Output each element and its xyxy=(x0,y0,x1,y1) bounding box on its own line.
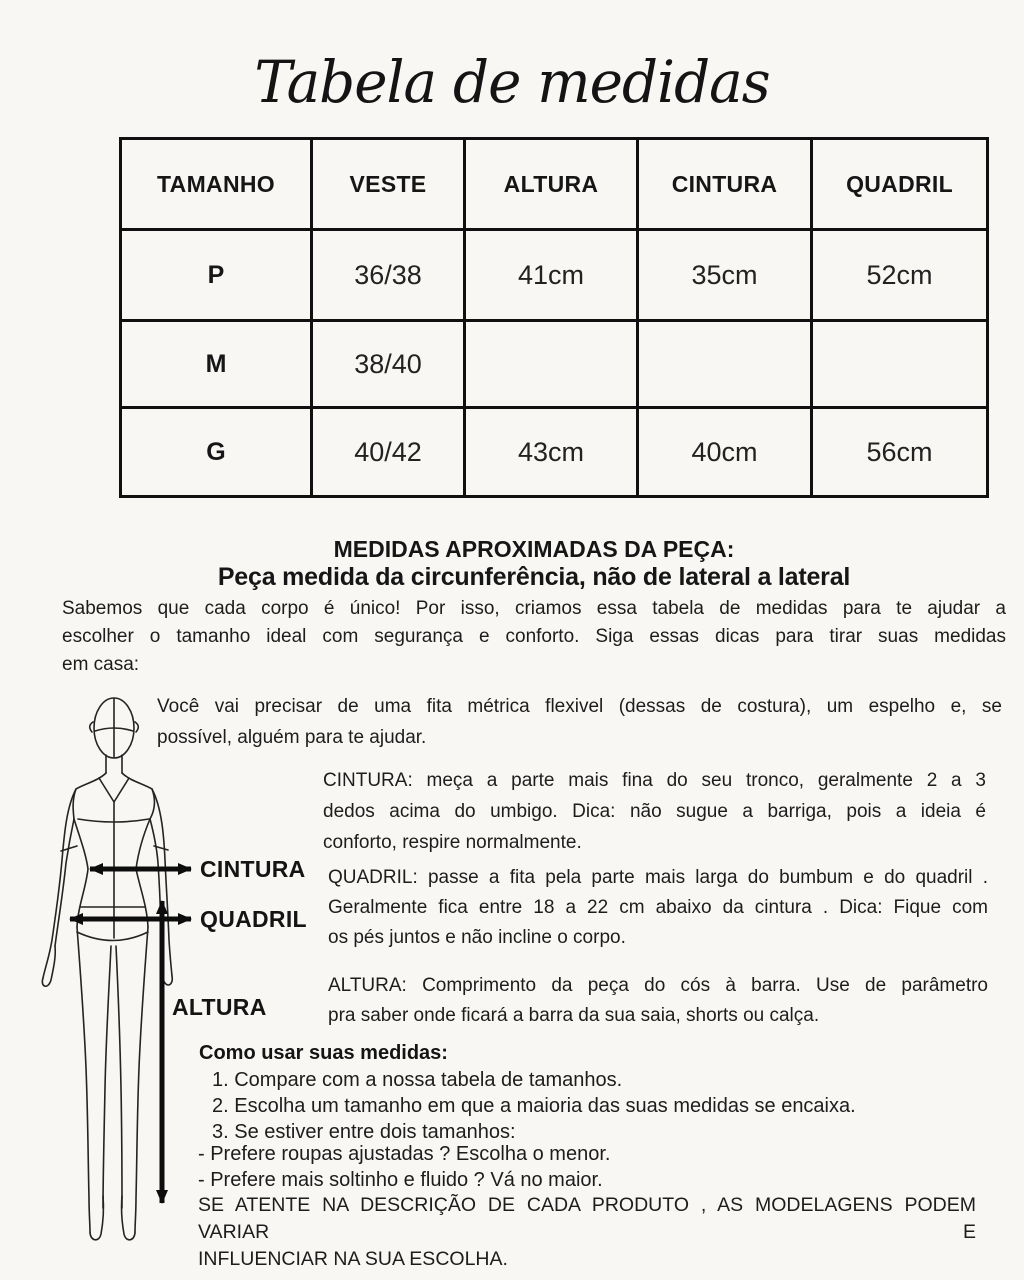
size-cell: P xyxy=(121,230,312,321)
altura-label: ALTURA xyxy=(172,994,267,1020)
altura-cell xyxy=(465,321,638,408)
tools-paragraph: Você vai precisar de uma fita métrica flexivel (dessas de costura), um espelho e, se possível, alguém para te ajudar. xyxy=(157,696,1002,748)
header-cintura: CINTURA xyxy=(638,139,812,230)
quadril-cell: 52cm xyxy=(812,230,988,321)
howto-warning: SE ATENTE NA DESCRIÇÃO DE CADA PRODUTO , AS MODELAGENS PODEM VARIAR E INFLUENCIAR NA SUA ESCOLHA. xyxy=(198,1194,976,1270)
veste-cell: 38/40 xyxy=(312,321,465,408)
quadril-cell xyxy=(812,321,988,408)
table-row-g xyxy=(121,408,988,497)
altura-cell: 43cm xyxy=(465,408,638,497)
page-title: Tabela de medidas xyxy=(254,48,770,116)
croquis-outline xyxy=(42,698,172,1240)
table-header-row xyxy=(121,139,988,230)
header-altura: ALTURA xyxy=(465,139,638,230)
table-row-p xyxy=(121,230,988,321)
altura-instructions: ALTURA: Comprimento da peça do cós à barra. Use de parâmetro pra saber onde ficará a barra da sua saia, shorts ou calça. xyxy=(328,975,988,1026)
howto-heading: Como usar suas medidas: xyxy=(199,1042,448,1064)
cintura-cell xyxy=(638,321,812,408)
cintura-cell: 40cm xyxy=(638,408,812,497)
altura-cell: 41cm xyxy=(465,230,638,321)
header-veste: VESTE xyxy=(312,139,465,230)
cintura-cell: 35cm xyxy=(638,230,812,321)
header-quadril: QUADRIL xyxy=(812,139,988,230)
size-table xyxy=(119,137,989,498)
howto-options-list: - Prefere roupas ajustadas ? Escolha o menor. - Prefere mais soltinho e fluido ? Vá no maior. xyxy=(198,1143,611,1191)
body-figure xyxy=(28,688,203,1250)
intro-paragraph: Sabemos que cada corpo é único! Por isso, criamos essa tabela de medidas para te ajudar a escolher o tamanho ideal com segurança e conforto. Siga essas dicas para tirar suas medidas em casa: xyxy=(62,598,1006,675)
cintura-instructions: CINTURA: meça a parte mais fina do seu tronco, geralmente 2 a 3 dedos acima do umbigo. Dica: não sugue a barriga, pois a ideia é conforto, respire normalmente. xyxy=(323,770,986,853)
notes-heading-1: MEDIDAS APROXIMADAS DA PEÇA: xyxy=(333,536,735,562)
table-row-m xyxy=(121,321,988,408)
veste-cell: 40/42 xyxy=(312,408,465,497)
howto-steps-list: 1. Compare com a nossa tabela de tamanhos. 2. Escolha um tamanho em que a maioria das suas medidas se encaixa. 3. Se estiver entre dois tamanhos: xyxy=(212,1069,856,1143)
veste-cell: 36/38 xyxy=(312,230,465,321)
notes-heading-2: Peça medida da circunferência, não de lateral a lateral xyxy=(217,563,851,591)
cintura-label: CINTURA xyxy=(200,856,306,882)
size-cell: M xyxy=(121,321,312,408)
quadril-label: QUADRIL xyxy=(200,906,307,932)
quadril-cell: 56cm xyxy=(812,408,988,497)
size-cell: G xyxy=(121,408,312,497)
quadril-instructions: QUADRIL: passe a fita pela parte mais larga do bumbum e do quadril . Geralmente fica entre 18 a 22 cm abaixo da cintura . Dica: Fique com os pés juntos e não incline o corpo. xyxy=(328,867,988,948)
header-tamanho: TAMANHO xyxy=(121,139,312,230)
